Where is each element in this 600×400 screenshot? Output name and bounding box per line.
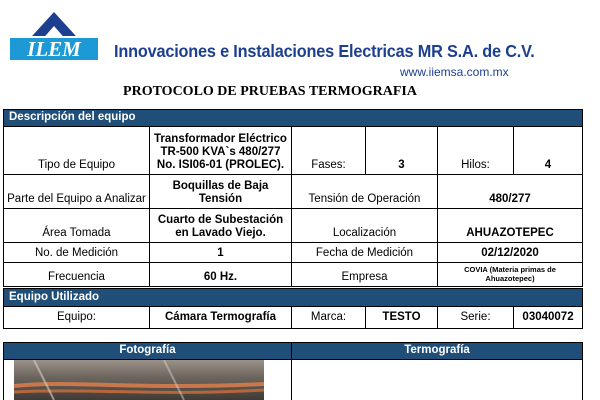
- parte-equipo-value: Boquillas de Baja Tensión: [150, 175, 292, 209]
- hilos-label: Hilos:: [438, 127, 514, 175]
- equipment-description-table: [3, 109, 583, 127]
- medicion-value: 1: [150, 243, 292, 263]
- thermography-cell: [292, 360, 583, 400]
- empresa-label: Empresa: [292, 263, 438, 287]
- hilos-value: 4: [514, 127, 583, 175]
- tension-label: Tensión de Operación: [292, 175, 438, 209]
- empresa-value: COVIA (Materia primas de Ahuazotepec): [438, 263, 583, 287]
- serie-value: 03040072: [514, 307, 583, 329]
- equipment-used-table: [3, 288, 583, 329]
- frecuencia-value: 60 Hz.: [150, 263, 292, 287]
- area-label: Área Tomada: [4, 209, 150, 243]
- document-title: PROTOCOLO DE PRUEBAS TERMOGRAFIA: [123, 84, 417, 99]
- tension-value: 480/277: [438, 175, 583, 209]
- photo-wires: [14, 360, 264, 400]
- section-header-equipo-utilizado: Equipo Utilizado: [4, 289, 583, 307]
- fecha-label: Fecha de Medición: [292, 243, 438, 263]
- equipo-value: Cámara Termografía: [150, 307, 292, 329]
- serie-label: Serie:: [438, 307, 514, 329]
- logo-text: ILEM: [27, 37, 81, 61]
- photo-header: Fotografía: [4, 343, 292, 360]
- medicion-label: No. de Medición: [4, 243, 150, 263]
- equipment-photo: [14, 360, 264, 400]
- company-logo: [4, 6, 104, 64]
- tipo-equipo-label: Tipo de Equipo: [4, 127, 150, 175]
- company-website: www.iiemsa.com.mx: [400, 65, 509, 79]
- images-table: [3, 342, 583, 400]
- parte-equipo-label: Parte del Equipo a Analizar: [4, 175, 150, 209]
- area-value: Cuarto de Subestación en Lavado Viejo.: [150, 209, 292, 243]
- photo-cell: [4, 360, 292, 400]
- thermography-header: Termografía: [292, 343, 583, 360]
- tipo-equipo-value: Transformador Eléctrico TR-500 KVA`s 480/277 No. ISI06-01 (PROLEC).: [150, 127, 292, 175]
- frecuencia-label: Frecuencia: [4, 263, 150, 287]
- marca-label: Marca:: [292, 307, 366, 329]
- description-rows: [3, 126, 583, 287]
- localizacion-label: Localización: [292, 209, 438, 243]
- equipo-label: Equipo:: [4, 307, 150, 329]
- company-name: Innovaciones e Instalaciones Electricas MR S.A. de C.V.: [114, 41, 535, 61]
- localizacion-value: AHUAZOTEPEC: [438, 209, 583, 243]
- fases-label: Fases:: [292, 127, 366, 175]
- section-header-descripcion: Descripción del equipo: [4, 110, 583, 127]
- fecha-value: 02/12/2020: [438, 243, 583, 263]
- fases-value: 3: [366, 127, 438, 175]
- marca-value: TESTO: [366, 307, 438, 329]
